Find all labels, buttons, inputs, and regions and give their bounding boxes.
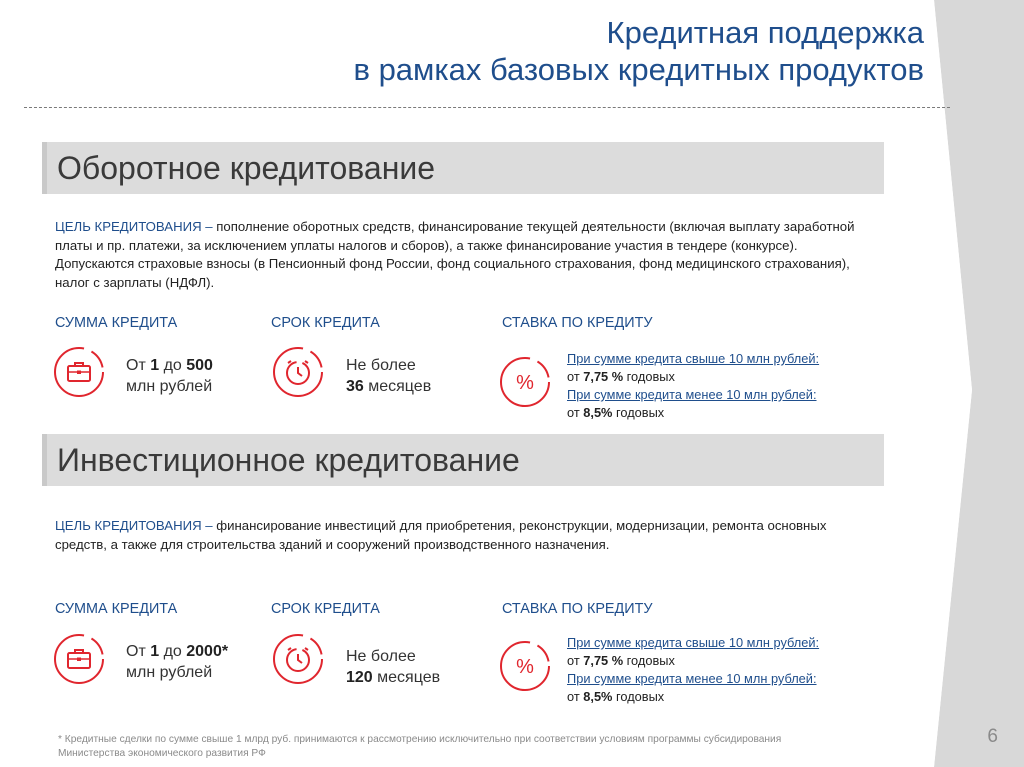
section-working-capital-heading (42, 142, 884, 194)
page-title-line-1: Кредитная поддержка (606, 15, 924, 50)
rate-from-text: от (567, 405, 584, 420)
footnote-line-1: * Кредитные сделки по сумме свыше 1 млрд руб. принимаются к рассмотрению исключительно при соответствии условиям программы субсидирования (58, 734, 782, 745)
amount-max: 2000* (186, 643, 229, 660)
term-unit: месяцев (363, 378, 432, 395)
rate-value-over-10m: 7,75 % (583, 369, 624, 384)
page-title-line-2: в рамках базовых кредитных продуктов (353, 52, 924, 87)
amount-to-text: до (159, 643, 187, 660)
term-prefix: Не более (346, 357, 416, 374)
goal-lead: ЦЕЛЬ КРЕДИТОВАНИЯ – (55, 219, 213, 234)
term-months: 36 (346, 378, 364, 395)
amount-to-text: до (159, 357, 187, 374)
rate-condition-over-10m: При сумме кредита свыше 10 млн рублей: (567, 635, 820, 650)
section-investment-goal (55, 517, 875, 554)
amount-from-text: От (126, 643, 151, 660)
rate-condition-over-10m: При сумме кредита свыше 10 млн рублей: (567, 351, 820, 366)
rate-from-text: от (567, 369, 584, 384)
amount-unit: млн рублей (126, 378, 213, 395)
decorative-side-band (934, 0, 1024, 767)
section-title: Инвестиционное кредитование (57, 442, 520, 478)
amount-min: 1 (150, 357, 160, 374)
footnote-line-2: Министерства экономического развития РФ (58, 748, 266, 759)
svg-text:%: % (516, 656, 534, 678)
rate-label: СТАВКА ПО КРЕДИТУ (502, 601, 653, 617)
goal-text: финансирование инвестиций для приобретения, реконструкции, модернизации, ремонта основных средств, а также для строительства зданий и сооружений производственного назначения. (55, 518, 827, 552)
rate-value-over-10m: 7,75 % (583, 653, 624, 668)
amount-unit: млн рублей (126, 664, 213, 681)
rate-unit: годовых (612, 689, 665, 704)
svg-text:%: % (516, 372, 534, 394)
page-number: 6 (987, 726, 998, 747)
term-label: СРОК КРЕДИТА (271, 315, 380, 331)
clock-icon (271, 345, 325, 399)
page-title (224, 14, 924, 88)
amount-label: СУММА КРЕДИТА (55, 601, 178, 617)
clock-icon (271, 632, 325, 686)
rate-details (567, 350, 819, 422)
amount-label: СУММА КРЕДИТА (55, 315, 178, 331)
goal-lead: ЦЕЛЬ КРЕДИТОВАНИЯ – (55, 518, 213, 533)
amount-value (126, 641, 228, 683)
rate-unit: годовых (623, 369, 675, 384)
term-unit: месяцев (372, 669, 441, 686)
percent-icon (498, 639, 552, 693)
term-prefix: Не более (346, 648, 416, 665)
rate-from-text: от (567, 653, 584, 668)
term-value (346, 646, 440, 688)
section-title: Оборотное кредитование (57, 150, 436, 186)
rate-condition-under-10m: При сумме кредита менее 10 млн рублей: (567, 671, 817, 686)
term-months: 120 (346, 669, 373, 686)
term-value (346, 355, 431, 397)
rate-unit: годовых (612, 405, 665, 420)
term-label: СРОК КРЕДИТА (271, 601, 380, 617)
rate-value-under-10m: 8,5% (583, 405, 613, 420)
percent-icon (498, 355, 552, 409)
amount-min: 1 (150, 643, 160, 660)
header-divider (24, 107, 950, 108)
amount-from-text: От (126, 357, 151, 374)
footnote (58, 733, 918, 761)
rate-from-text: от (567, 689, 584, 704)
rate-label: СТАВКА ПО КРЕДИТУ (502, 315, 653, 331)
briefcase-icon (52, 632, 106, 686)
amount-value (126, 355, 213, 397)
briefcase-icon (52, 345, 106, 399)
rate-details (567, 634, 819, 706)
section-investment-heading (42, 434, 884, 486)
rate-unit: годовых (623, 653, 675, 668)
goal-text: пополнение оборотных средств, финансирование текущей деятельности (включая выплату заработной платы и пр. платежи, за исключением уплаты налогов и сборов), а также финансирование участия в тендере (конкурсе). Допускаются страховые взносы (в Пенсионный фонд России, фонд социального страхования, фонд медицинского страхования), налог с зарплаты (НДФЛ). (55, 219, 855, 290)
section-working-capital-goal (55, 218, 875, 292)
amount-max: 500 (186, 357, 213, 374)
rate-condition-under-10m: При сумме кредита менее 10 млн рублей: (567, 387, 817, 402)
rate-value-under-10m: 8,5% (583, 689, 613, 704)
